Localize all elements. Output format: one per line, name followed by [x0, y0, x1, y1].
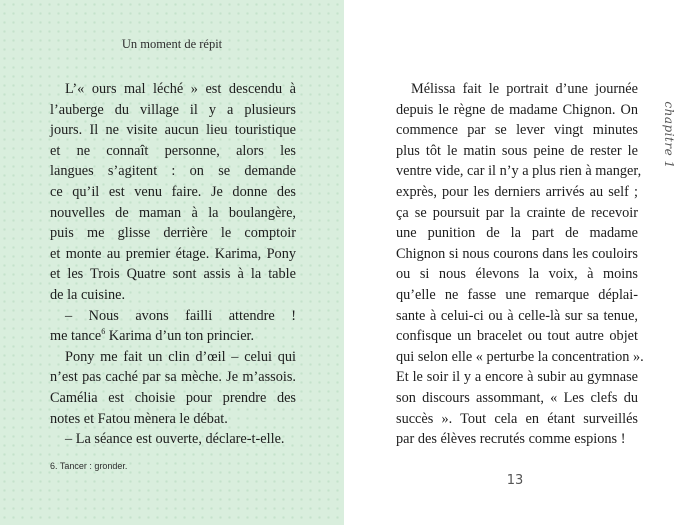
text-line: puis me glisse derrière le comptoir — [50, 225, 296, 242]
right-page-body — [396, 79, 644, 450]
text-line: Mélissa fait le portrait d’une journée — [411, 81, 638, 97]
text-line: – La séance est ouverte, déclare-t-elle. — [65, 431, 285, 448]
text-line: et ne connaît personne, alors les — [50, 142, 296, 159]
chapter-label: chapitre 1 — [662, 101, 676, 169]
text-line: Chignon si nous courons dans les couloirs — [396, 245, 638, 262]
text-line: confisque un bracelet ou tout autre objet — [396, 328, 638, 345]
text-line: qu’elle ne fasse une remarque déplai- — [396, 286, 638, 303]
text-line: ça se poursuit par la crainte de recevoir — [396, 204, 638, 221]
running-head: Un moment de répit — [121, 37, 223, 51]
page-number: 13 — [506, 473, 524, 488]
text-line: notes et Fatou mènera le débat. — [50, 410, 228, 427]
text-line: sante à celui-ci ou à celle-là sur sa tenue, — [396, 307, 638, 324]
text-line: – Nous avons failli attendre ! — [65, 307, 296, 324]
text-line: par des élèves recrutés comme espions ! — [396, 431, 626, 448]
text-line: une punition de la part de madame — [396, 225, 638, 242]
text-line: exprès, pour les derniers arrivés au self ; — [396, 183, 638, 200]
footnote-marker: 6 — [101, 327, 106, 337]
footnote: 6. Tancer : gronder. — [50, 461, 128, 471]
left-page — [0, 0, 344, 525]
text-line: Pony me fait un clin d’œil – celui qui — [65, 348, 296, 365]
text-line: L’« ours mal léché » est descendu à — [65, 81, 296, 97]
text-line: ce qu’il est venu faire. Je donne des — [50, 183, 296, 200]
text-line: ou si nous élevons la voix, à moins — [396, 266, 638, 283]
text-line: l’auberge du village il y a plusieurs — [50, 101, 296, 118]
text-line: qui selon elle « perturbe la concentration ». — [396, 348, 644, 365]
text-fragment: Karima d’un ton princier. — [105, 328, 255, 345]
text-line: commence par se lever vingt minutes — [396, 122, 638, 139]
text-line: nouvelles de maman à la boulangère, — [50, 204, 296, 221]
left-page-body — [50, 79, 296, 450]
text-line: et monte au premier étage. Karima, Pony — [50, 245, 296, 262]
chapter-tab — [660, 75, 678, 195]
text-line: Camélia est choisie pour prendre des — [50, 389, 296, 406]
text-line: et les Trois Quatre sont assis à la table — [50, 266, 296, 283]
text-line: jours. Il ne visite aucun lieu touristique — [50, 122, 296, 139]
text-line: n’est pas caché par sa mèche. Je m’assois. — [50, 369, 296, 386]
text-line: de la cuisine. — [50, 286, 126, 303]
text-line: depuis le règne de madame Chignon. On — [396, 101, 638, 118]
text-line: Et le soir il y a encore à subir au gymnase — [396, 369, 638, 386]
text-line: plus tôt le matin sous peine de rester le — [396, 142, 638, 159]
text-line: son discours assommant, « Les clefs du — [396, 389, 638, 406]
text-fragment: me tance — [50, 328, 102, 345]
text-line: ventre vide, car il n’y a plus rien à manger, — [396, 163, 642, 180]
text-line: langues s’agitent : on se demande — [50, 163, 296, 180]
text-line — [50, 326, 296, 347]
text-line: succès ». Tout cela en étant surveillés — [396, 410, 638, 427]
